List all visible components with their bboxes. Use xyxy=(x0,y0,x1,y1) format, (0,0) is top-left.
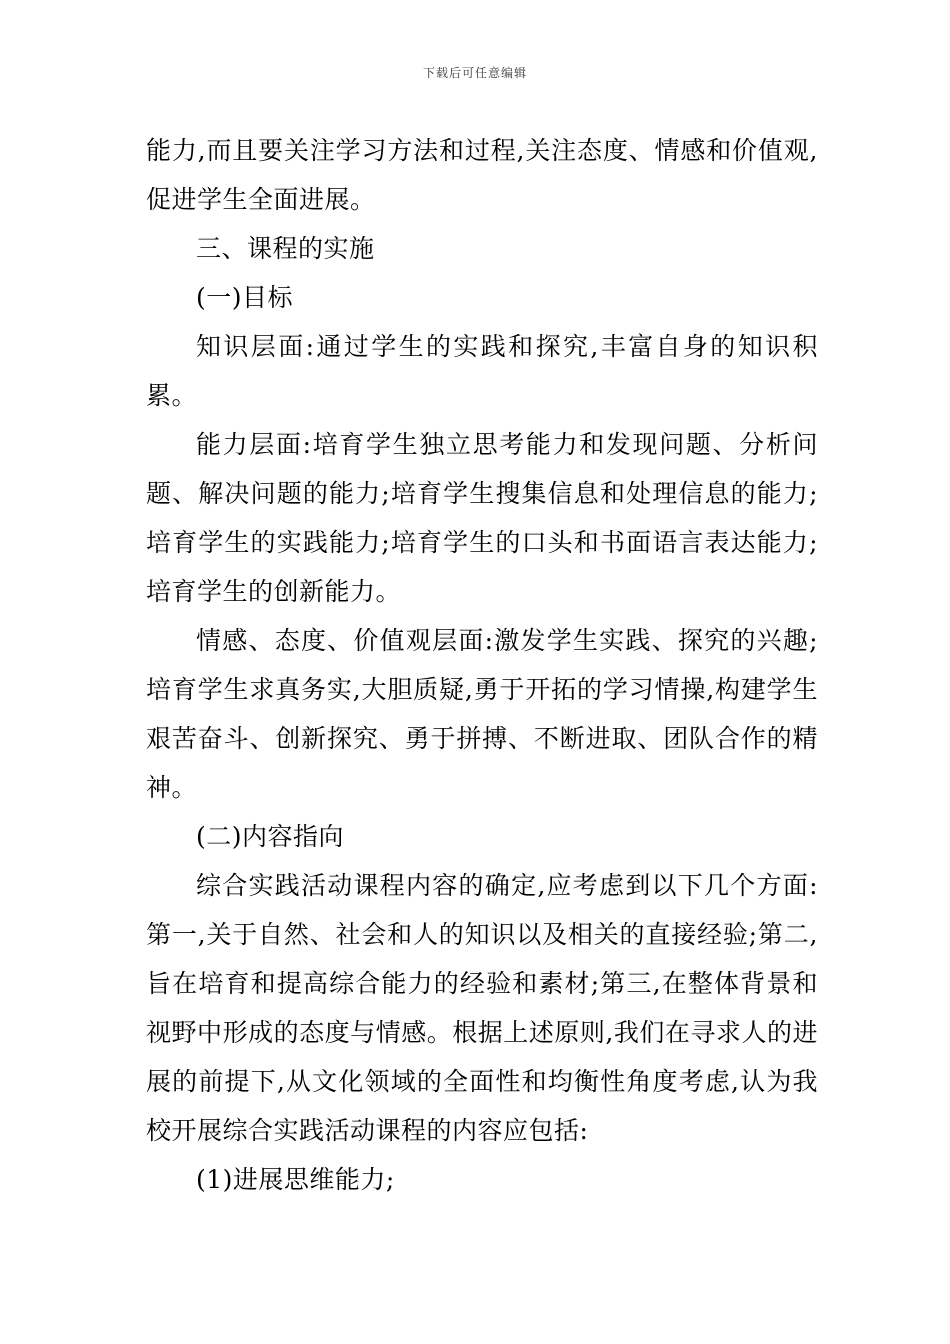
paragraph-emotion-level: 情感、态度、价值观层面:激发学生实践、探究的兴趣;培育学生求真务实,大胆质疑,勇于开拓的学习情操,构建学生艰苦奋斗、创新探究、勇于拼搏、不断进取、团队合作的精神。 xyxy=(146,626,818,802)
subsection-heading-goals: (一)目标 xyxy=(196,283,294,312)
paragraph-knowledge-level: 知识层面:通过学生的实践和探究,丰富自身的知识积累。 xyxy=(146,332,818,410)
document-body xyxy=(146,126,818,1204)
section-heading-implementation: 三、课程的实施 xyxy=(196,234,375,263)
page-header: 下载后可任意编辑 xyxy=(422,66,527,80)
subsection-heading-content: (二)内容指向 xyxy=(196,822,345,851)
paragraph-ability-level: 能力层面:培育学生独立思考能力和发现问题、分析问题、解决问题的能力;培育学生搜集信息和处理信息的能力;培育学生的实践能力;培育学生的口头和书面语言表达能力;培育学生的创新能力。 xyxy=(146,430,818,606)
paragraph-content-description: 综合实践活动课程内容的确定,应考虑到以下几个方面:第一,关于自然、社会和人的知识以及相关的直接经验;第二,旨在培育和提高综合能力的经验和素材;第三,在整体背景和视野中形成的态度与情感。根据上述原则,我们在寻求人的进展的前提下,从文化领域的全面性和均衡性角度考虑,认为我校开展综合实践活动课程的内容应包括: xyxy=(146,871,818,1145)
paragraph-continuation: 能力,而且要关注学习方法和过程,关注态度、情感和价值观,促进学生全面进展。 xyxy=(146,136,818,214)
list-item-thinking-ability: (1)进展思维能力; xyxy=(196,1165,395,1194)
